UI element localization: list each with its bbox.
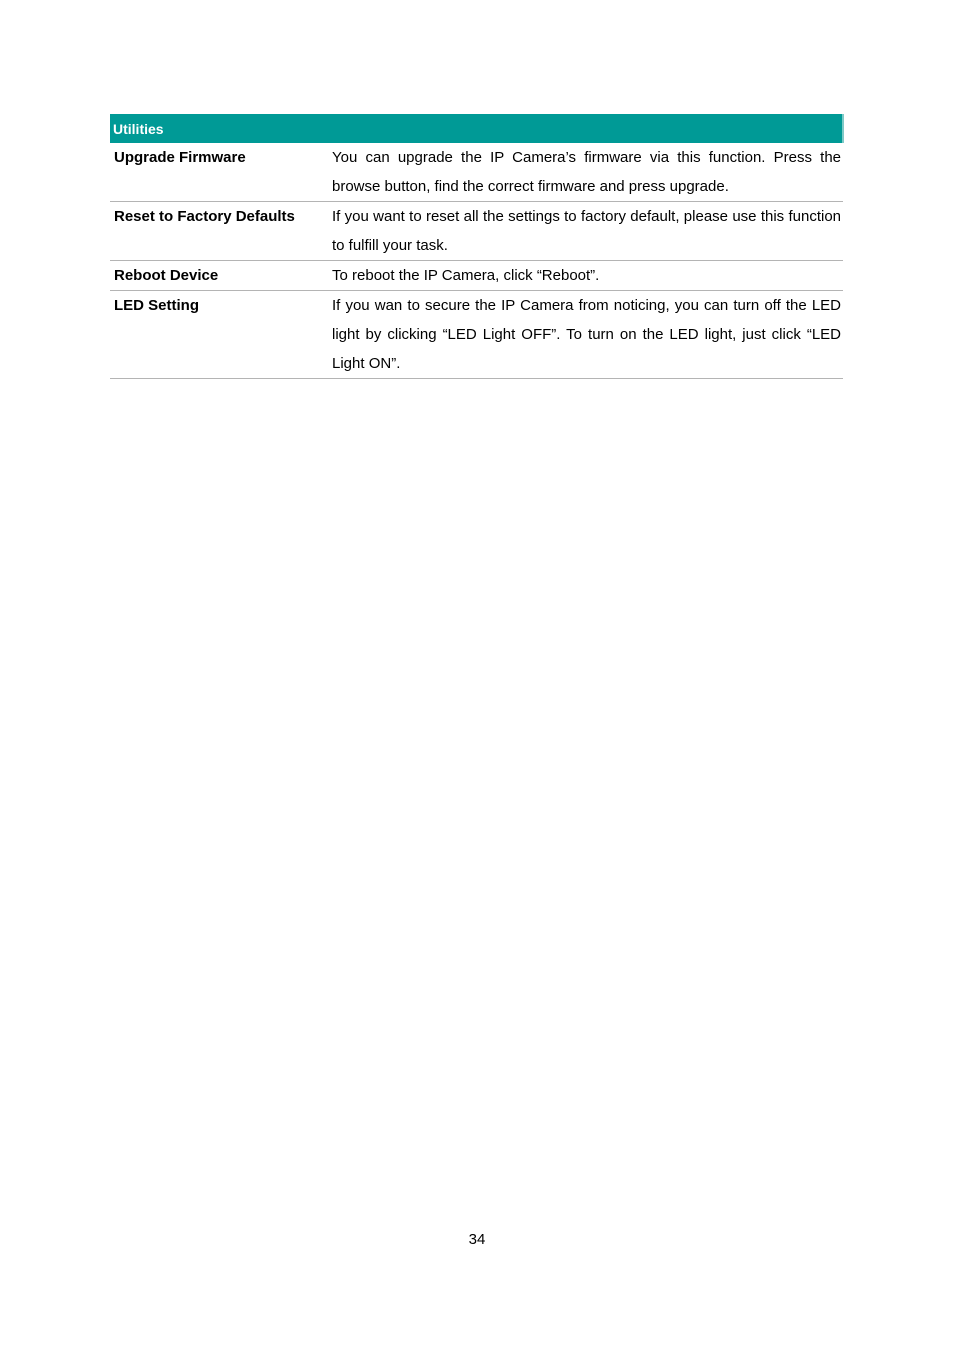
utilities-section-title: Utilities xyxy=(110,114,843,143)
table-row xyxy=(110,291,843,379)
table-row xyxy=(110,202,843,261)
setting-name-reset-factory-defaults: Reset to Factory Defaults xyxy=(110,202,329,261)
setting-description-reboot-device: To reboot the IP Camera, click “Reboot”. xyxy=(329,261,843,291)
utilities-table xyxy=(110,114,844,379)
table-row xyxy=(110,143,843,202)
table-row xyxy=(110,261,843,291)
setting-name-led-setting: LED Setting xyxy=(110,291,329,379)
setting-description-led-setting: If you wan to secure the IP Camera from noticing, you can turn off the LED light by clicking “LED Light OFF”. To turn on the LED light, just click “LED Light ON”. xyxy=(329,291,843,379)
setting-name-upgrade-firmware: Upgrade Firmware xyxy=(110,143,329,202)
setting-name-reboot-device: Reboot Device xyxy=(110,261,329,291)
setting-description-upgrade-firmware: You can upgrade the IP Camera’s firmware via this function. Press the browse button, find the correct firmware and press upgrade. xyxy=(329,143,843,202)
utilities-header-row xyxy=(110,114,843,143)
page-number: 34 xyxy=(468,1231,486,1248)
setting-description-reset-factory-defaults: If you want to reset all the settings to factory default, please use this function to fulfill your task. xyxy=(329,202,843,261)
